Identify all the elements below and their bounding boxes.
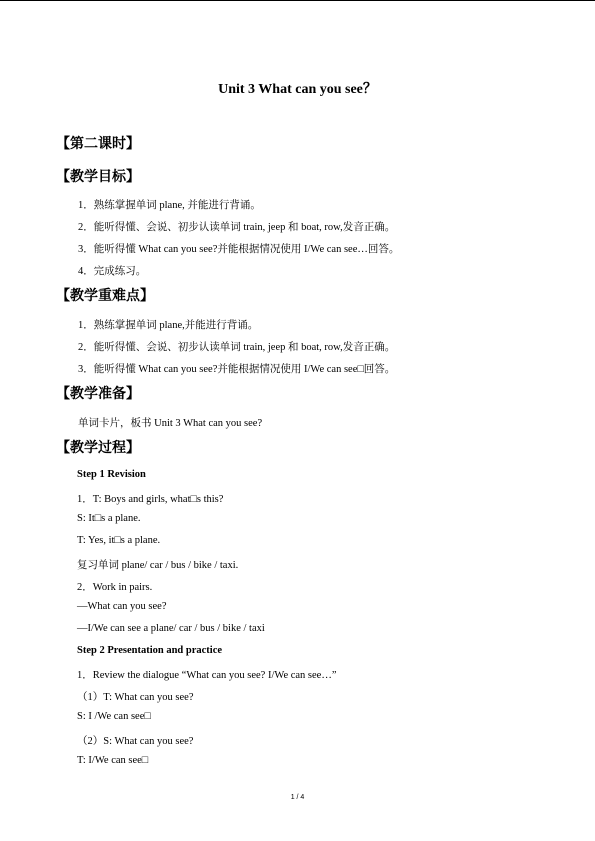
section-process: 【教学过程】 (56, 440, 140, 456)
prep-text: 单词卡片，板书 Unit 3 What can you see? (78, 418, 263, 429)
step1-line: T: Yes, it□s a plane. (77, 535, 161, 546)
page-top-border (0, 0, 595, 1)
step2-line: S: I /We can see□ (77, 711, 151, 722)
goal-item: 1．熟练掌握单词 plane, 并能进行背诵。 (78, 200, 261, 211)
step1-line: —What can you see? (77, 601, 167, 612)
key-point-item: 3．能听得懂 What can you see?并能根据情况使用 I/We can see□回答。 (78, 364, 396, 375)
step2-line: T: I/We can see□ (77, 755, 149, 766)
step2-line: （2）S: What can you see? (77, 736, 194, 747)
step1-line: 复习单词 plane/ car / bus / bike / taxi. (77, 560, 239, 571)
step2-line: 1．Review the dialogue “What can you see? I/We can see…” (77, 670, 337, 681)
step1-line: 1．T: Boys and girls, what□s this? (77, 494, 224, 505)
section-key-points: 【教学重难点】 (56, 288, 154, 304)
step2-heading: Step 2 Presentation and practice (77, 645, 223, 656)
page-number: 1 / 4 (290, 794, 305, 801)
goal-item: 4．完成练习。 (78, 266, 147, 277)
step2-line: （1）T: What can you see? (77, 692, 194, 703)
section-prep: 【教学准备】 (56, 386, 140, 402)
goal-item: 3．能听得懂 What can you see?并能根据情况使用 I/We can see…回答。 (78, 244, 400, 255)
step1-line: —I/We can see a plane/ car / bus / bike / taxi (77, 623, 265, 634)
step1-line: S: It□s a plane. (77, 513, 141, 524)
step1-heading: Step 1 Revision (77, 469, 146, 480)
key-point-item: 1．熟练掌握单词 plane,并能进行背诵。 (78, 320, 259, 331)
goal-item: 2．能听得懂、会说、初步认读单词 train, jeep 和 boat, row,发音正确。 (78, 222, 396, 233)
key-point-item: 2．能听得懂、会说、初步认读单词 train, jeep 和 boat, row,发音正确。 (78, 342, 396, 353)
section-goals: 【教学目标】 (56, 169, 140, 185)
step1-line: 2．Work in pairs. (77, 582, 153, 593)
document-title: Unit 3 What can you see？ (218, 82, 377, 97)
section-lesson: 【第二课时】 (56, 136, 140, 152)
